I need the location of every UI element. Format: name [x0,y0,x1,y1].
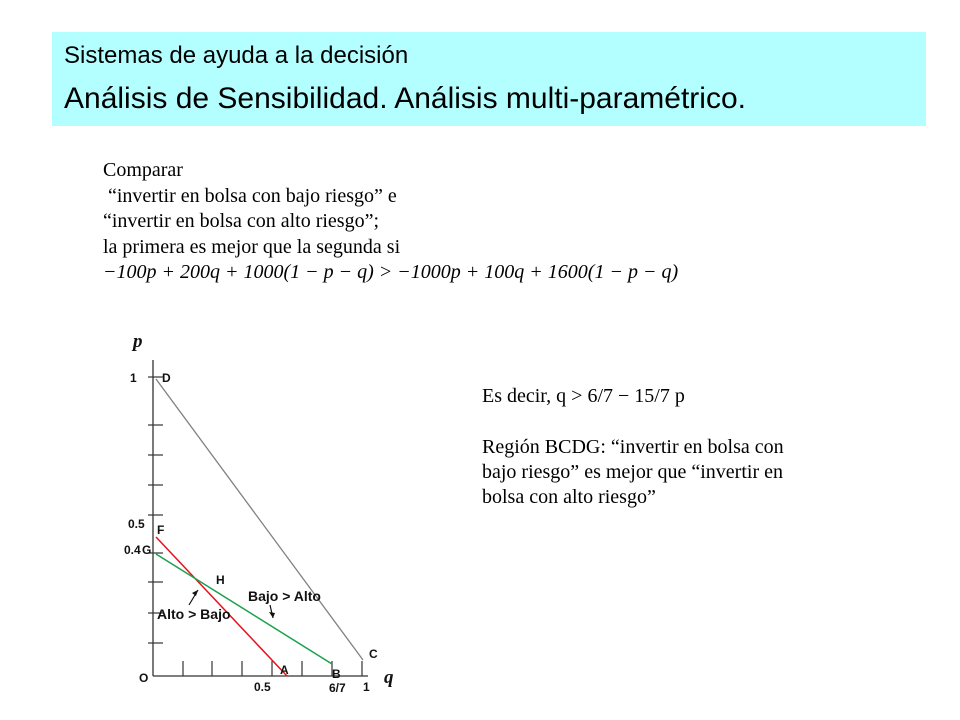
slide-subtitle: Sistemas de ayuda a la decisión [64,42,409,69]
point-label-h: H [216,573,225,587]
y-tick-label-1: 1 [130,371,137,385]
spacer [482,409,784,435]
point-label-f: F [157,523,165,537]
explanation-text [482,384,784,510]
point-label-g: G [142,543,152,557]
point-label-d: D [162,371,171,385]
region-description-line: Región BCDG: “invertir en bolsa con [482,436,784,458]
region-label-alto-better: Alto > Bajo [157,606,231,622]
origin-label: O [139,671,149,685]
comparison-line: “invertir en bolsa con bajo riesgo” e [103,184,397,207]
point-label-a: A [280,663,289,677]
region-description-line: bolsa con alto riesgo” [482,486,656,508]
y-tick-label-05: 0.5 [128,517,145,531]
y-axis-label: p [133,331,143,352]
condition: Es decir, q > 6/7 − 15/7 p [482,385,685,407]
decision-region-diagram [120,330,410,700]
y-tick-label-04: 0.4 [124,543,141,557]
region-description-line: bajo riesgo” es mejor que “invertir en [482,461,783,483]
point-label-b: B [332,667,341,681]
bajo-arrow-head [269,612,275,618]
region-label-bajo-better: Bajo > Alto [248,588,321,604]
comparison-line: “invertir en bolsa con alto riesgo”; [103,210,380,232]
alto-arrow-head [192,590,198,596]
point-label-c: C [369,647,378,661]
inequality: −100p + 200q + 1000(1 − p − q) > −1000p + 100q + 1600(1 − p − q) [103,261,679,283]
x-tick-label-6-7: 6/7 [329,681,346,695]
comparison-line: la primera es mejor que la segunda si [103,235,401,258]
comparison-line: Comparar [103,159,183,181]
x-tick-label-05: 0.5 [254,680,271,694]
x-tick-label-1: 1 [363,680,370,694]
slide-title: Análisis de Sensibilidad. Análisis multi-paramétrico. [64,82,746,115]
x-axis-label: q [384,667,394,688]
comparison-text [103,158,678,286]
